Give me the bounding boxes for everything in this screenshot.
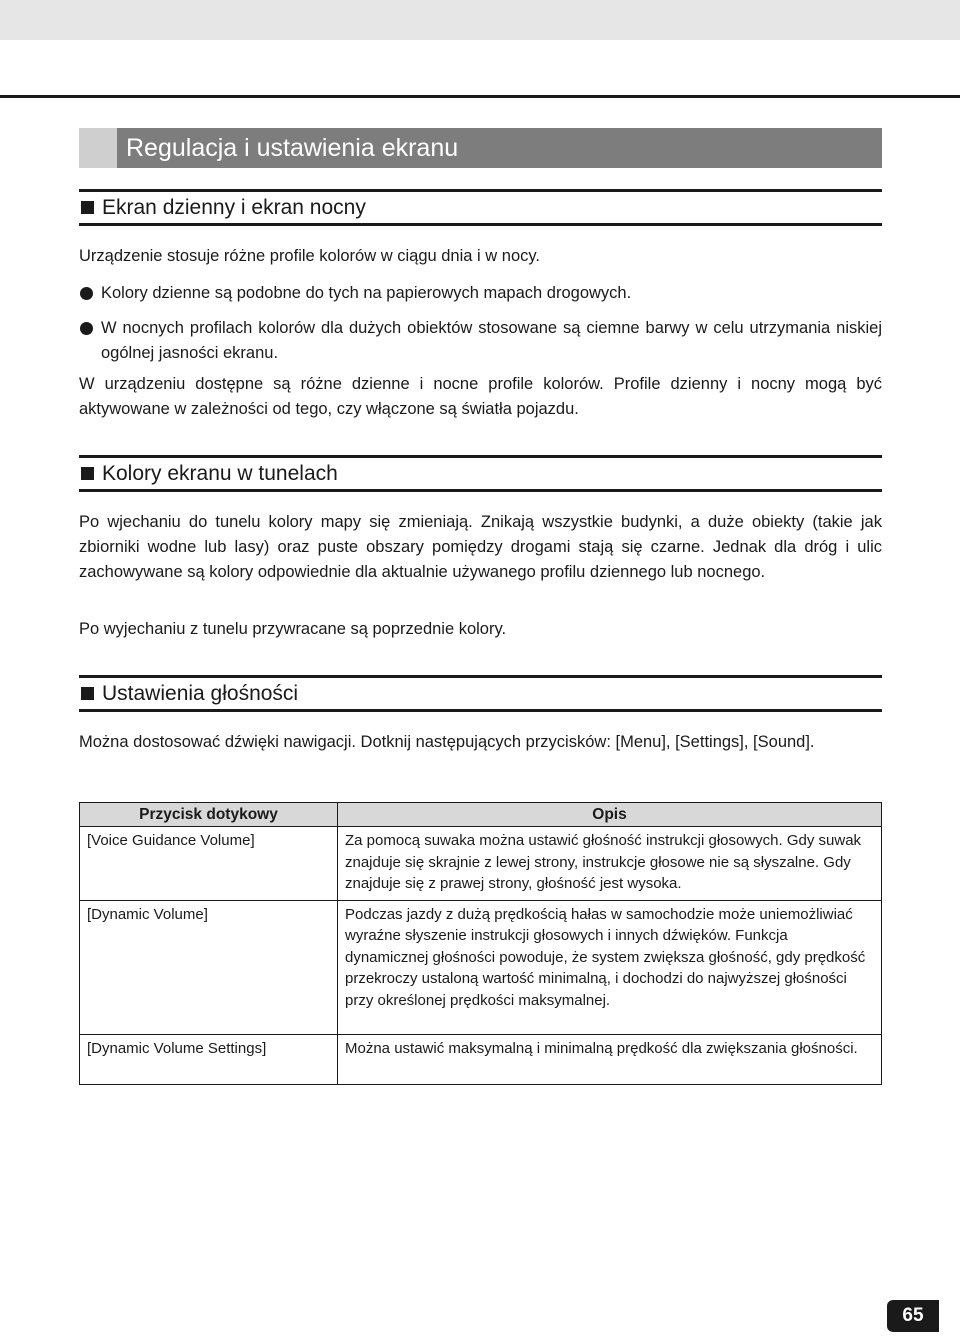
bullet-text: Kolory dzienne są podobne do tych na papierowych mapach drogowych. bbox=[101, 284, 632, 302]
chapter-title: Regulacja i ustawienia ekranu bbox=[117, 128, 882, 168]
section-paragraph: Można dostosować dźwięki nawigacji. Dotknij następujących przycisków: [Menu], [Settings], [Sound]. bbox=[79, 733, 815, 751]
table-header-description: Opis bbox=[338, 803, 882, 827]
table-cell-description: Można ustawić maksymalną i minimalną prędkość dla zwiększania głośności. bbox=[338, 1034, 882, 1084]
section-heading-day-night bbox=[79, 189, 882, 226]
table-header-row bbox=[80, 803, 882, 827]
section-intro: Urządzenie stosuje różne profile kolorów w ciągu dnia i w nocy. bbox=[79, 247, 541, 265]
table-cell-button: [Dynamic Volume Settings] bbox=[80, 1034, 338, 1084]
table-cell-description: Za pomocą suwaka można ustawić głośność instrukcji głosowych. Gdy suwak znajduje się skrajnie z lewej strony, instrukcje głosowe nie są słyszalne. Gdy znajduje się z prawej strony, głośność jest wysoka. bbox=[338, 827, 882, 901]
bullet-dot-icon bbox=[80, 287, 93, 300]
section-heading-text: Ekran dzienny i ekran nocny bbox=[102, 195, 366, 219]
section-paragraph: Po wyjechaniu z tunelu przywracane są poprzednie kolory. bbox=[79, 620, 507, 638]
volume-settings-table bbox=[79, 802, 882, 1085]
table-cell-button: [Dynamic Volume] bbox=[80, 900, 338, 1034]
chapter-tab bbox=[79, 128, 117, 168]
table-cell-button: [Voice Guidance Volume] bbox=[80, 827, 338, 901]
section-heading-volume bbox=[79, 675, 882, 712]
chapter-header bbox=[79, 128, 882, 168]
top-rule bbox=[0, 95, 960, 98]
table-header-button: Przycisk dotykowy bbox=[80, 803, 338, 827]
section-heading-text: Ustawienia głośności bbox=[102, 681, 299, 705]
bullet-text: W nocnych profilach kolorów dla dużych obiektów stosowane są ciemne barwy w celu utrzymania niskiej ogólnej jasności ekranu. bbox=[101, 319, 882, 362]
section-paragraph: Po wjechaniu do tunelu kolory mapy się zmieniają. Znikają wszystkie budynki, a duże obiekty (takie jak zbiorniki wodne lub lasy) oraz puste obszary pomiędzy drogami stają się czarne. Jednak dla dróg i ulic zachowywane są kolory odpowiednie dla aktualnie używanego profilu dziennego lub nocnego. bbox=[79, 513, 882, 581]
table-row bbox=[80, 827, 882, 901]
bullet-item bbox=[79, 316, 882, 366]
square-bullet-icon bbox=[81, 201, 94, 214]
page-number: 65 bbox=[887, 1300, 939, 1332]
square-bullet-icon bbox=[81, 467, 94, 480]
bullet-item bbox=[79, 281, 882, 306]
table-row bbox=[80, 1034, 882, 1084]
table-cell-description: Podczas jazdy z dużą prędkością hałas w samochodzie może uniemożliwiać wyraźne słyszenie instrukcji głosowych i innych dźwięków. Funkcja dynamicznej głośności powoduje, że system zwiększa głośność, gdy prędkość przekroczy ustaloną wartość minimalną, i dochodzi do najwyższej głośności przy określonej prędkości maksymalnej. bbox=[338, 900, 882, 1034]
section-heading-tunnels bbox=[79, 455, 882, 492]
top-band bbox=[0, 0, 960, 40]
table-row bbox=[80, 900, 882, 1034]
square-bullet-icon bbox=[81, 687, 94, 700]
section-paragraph: W urządzeniu dostępne są różne dzienne i nocne profile kolorów. Profile dzienny i nocny mogą być aktywowane w zależności od tego, czy włączone są światła pojazdu. bbox=[79, 375, 882, 418]
bullet-dot-icon bbox=[80, 322, 93, 335]
section-heading-text: Kolory ekranu w tunelach bbox=[102, 461, 338, 485]
